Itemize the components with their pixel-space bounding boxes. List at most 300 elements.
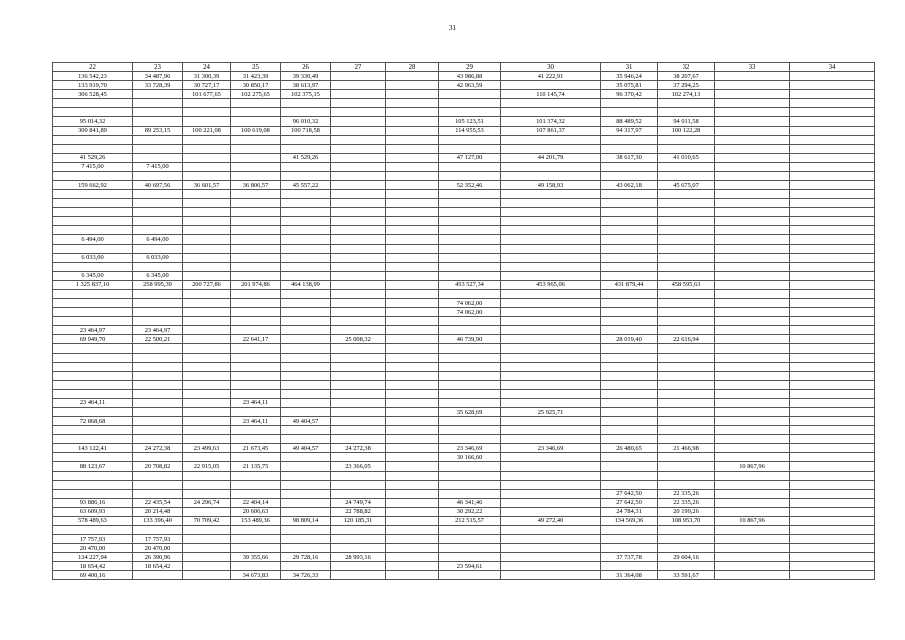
table-cell: [439, 435, 501, 444]
table-cell: [231, 171, 281, 180]
table-cell: 20 708,82: [133, 462, 183, 471]
table-cell: [331, 162, 386, 171]
table-cell: [501, 162, 601, 171]
table-cell: [658, 426, 715, 435]
table-row: [53, 426, 875, 435]
column-header: 34: [790, 63, 875, 72]
table-cell: [715, 308, 790, 317]
table-cell: [133, 426, 183, 435]
table-cell: [386, 562, 439, 571]
table-cell: 27 642,50: [601, 489, 658, 498]
table-cell: 41 529,26: [53, 153, 133, 162]
table-cell: [53, 407, 133, 416]
table-cell: [715, 99, 790, 108]
table-cell: [281, 407, 331, 416]
table-cell: [715, 562, 790, 571]
table-cell: [281, 380, 331, 389]
table-cell: [386, 226, 439, 235]
table-cell: [331, 544, 386, 553]
table-cell: [281, 171, 331, 180]
table-cell: [386, 516, 439, 525]
table-cell: [715, 208, 790, 217]
table-cell: [715, 426, 790, 435]
table-row: [53, 353, 875, 362]
table-cell: [231, 153, 281, 162]
table-cell: [658, 407, 715, 416]
table-cell: [281, 271, 331, 280]
table-cell: [331, 389, 386, 398]
table-cell: 29 604,16: [658, 553, 715, 562]
table-cell: [790, 435, 875, 444]
table-cell: [331, 135, 386, 144]
table-cell: [231, 362, 281, 371]
table-cell: 431 879,44: [601, 280, 658, 289]
table-cell: [439, 199, 501, 208]
table-cell: 29 728,16: [281, 553, 331, 562]
table-cell: [601, 190, 658, 199]
table-cell: [601, 308, 658, 317]
table-cell: 38 613,97: [281, 81, 331, 90]
table-cell: [501, 253, 601, 262]
table-cell: [790, 471, 875, 480]
table-row: [53, 90, 875, 99]
table-cell: [281, 362, 331, 371]
table-cell: [133, 571, 183, 580]
table-cell: [790, 144, 875, 153]
table-cell: [439, 190, 501, 199]
table-cell: [601, 407, 658, 416]
table-cell: [133, 525, 183, 534]
table-cell: [133, 99, 183, 108]
table-cell: [601, 199, 658, 208]
table-cell: [183, 353, 231, 362]
table-cell: [658, 535, 715, 544]
table-cell: [790, 90, 875, 99]
column-header: 31: [601, 63, 658, 72]
table-cell: [281, 335, 331, 344]
table-cell: [281, 299, 331, 308]
table-cell: [658, 289, 715, 298]
table-cell: [658, 108, 715, 117]
table-cell: 28 019,40: [601, 335, 658, 344]
table-cell: [231, 217, 281, 226]
table-cell: [790, 81, 875, 90]
table-cell: [331, 435, 386, 444]
table-cell: [331, 571, 386, 580]
table-cell: [386, 199, 439, 208]
table-cell: [331, 380, 386, 389]
column-header: 22: [53, 63, 133, 72]
table-cell: [501, 398, 601, 407]
table-cell: 37 737,78: [601, 553, 658, 562]
table-cell: 96 010,32: [281, 117, 331, 126]
table-cell: [133, 353, 183, 362]
table-cell: 41 010,65: [658, 153, 715, 162]
table-cell: [331, 144, 386, 153]
table-cell: [715, 244, 790, 253]
table-cell: [231, 544, 281, 553]
table-cell: [439, 426, 501, 435]
table-cell: [658, 480, 715, 489]
table-row: [53, 444, 875, 453]
table-cell: [715, 435, 790, 444]
table-row: [53, 117, 875, 126]
column-header: 32: [658, 63, 715, 72]
table-cell: 35 075,81: [601, 81, 658, 90]
table-cell: [658, 308, 715, 317]
table-cell: [601, 535, 658, 544]
table-cell: [183, 571, 231, 580]
column-header: 24: [183, 63, 231, 72]
table-cell: 35 946,24: [601, 72, 658, 81]
table-cell: [183, 253, 231, 262]
table-cell: [331, 525, 386, 534]
table-cell: [53, 353, 133, 362]
table-cell: [501, 535, 601, 544]
table-cell: 20 199,26: [658, 507, 715, 516]
table-cell: [439, 253, 501, 262]
table-cell: [183, 326, 231, 335]
table-cell: 26 390,96: [133, 553, 183, 562]
table-cell: [501, 235, 601, 244]
table-cell: 101 374,32: [501, 117, 601, 126]
table-cell: [281, 217, 331, 226]
table-cell: [715, 253, 790, 262]
table-cell: [658, 389, 715, 398]
table-cell: [183, 99, 231, 108]
table-row: [53, 280, 875, 289]
table-cell: 40 697,56: [133, 181, 183, 190]
table-cell: [331, 72, 386, 81]
table-cell: [439, 271, 501, 280]
table-cell: 20 470,00: [53, 544, 133, 553]
table-row: [53, 489, 875, 498]
table-cell: 46 739,90: [439, 335, 501, 344]
table-cell: [439, 244, 501, 253]
table-cell: 39 355,66: [231, 553, 281, 562]
table-cell: [386, 99, 439, 108]
table-cell: [231, 162, 281, 171]
table-cell: [281, 426, 331, 435]
table-cell: [386, 507, 439, 516]
table-cell: 45 675,07: [658, 181, 715, 190]
table-cell: 37 294,25: [658, 81, 715, 90]
table-cell: [501, 362, 601, 371]
table-cell: [658, 525, 715, 534]
table-cell: [501, 389, 601, 398]
table-cell: [715, 135, 790, 144]
table-cell: [501, 217, 601, 226]
table-cell: [386, 317, 439, 326]
table-cell: [231, 480, 281, 489]
table-cell: 72 868,68: [53, 417, 133, 426]
table-cell: [386, 426, 439, 435]
table-cell: 24 272,38: [331, 444, 386, 453]
table-cell: [281, 226, 331, 235]
table-cell: [231, 371, 281, 380]
table-cell: [331, 407, 386, 416]
table-cell: [790, 280, 875, 289]
table-cell: [231, 262, 281, 271]
table-cell: [133, 308, 183, 317]
table-cell: 453 965,06: [501, 280, 601, 289]
table-row: [53, 199, 875, 208]
table-cell: [658, 244, 715, 253]
table-cell: [601, 317, 658, 326]
table-row: [53, 253, 875, 262]
table-cell: 136 542,23: [53, 72, 133, 81]
table-cell: 49 272,40: [501, 516, 601, 525]
table-cell: [715, 389, 790, 398]
table-cell: 24 784,31: [601, 507, 658, 516]
table-cell: [601, 389, 658, 398]
table-cell: 17 757,93: [53, 535, 133, 544]
table-cell: [53, 380, 133, 389]
table-cell: 20 606,63: [231, 507, 281, 516]
table-cell: [386, 153, 439, 162]
table-cell: 23 464,97: [53, 326, 133, 335]
table-cell: [231, 289, 281, 298]
table-cell: 24 272,38: [133, 444, 183, 453]
table-cell: 22 788,82: [331, 507, 386, 516]
table-cell: [133, 435, 183, 444]
table-cell: 21 673,45: [231, 444, 281, 453]
table-cell: [53, 308, 133, 317]
table-cell: [658, 226, 715, 235]
table-cell: 94 317,97: [601, 126, 658, 135]
table-cell: 101 677,65: [183, 90, 231, 99]
table-cell: [439, 226, 501, 235]
table-cell: [386, 525, 439, 534]
table-cell: [658, 380, 715, 389]
table-cell: [281, 544, 331, 553]
table-cell: 578 489,63: [53, 516, 133, 525]
table-row: [53, 108, 875, 117]
table-cell: [790, 190, 875, 199]
table-cell: [439, 326, 501, 335]
table-cell: [281, 435, 331, 444]
table-cell: [439, 571, 501, 580]
table-cell: 22 404,14: [231, 498, 281, 507]
table-cell: [790, 108, 875, 117]
table-cell: 22 435,54: [133, 498, 183, 507]
table-cell: [331, 480, 386, 489]
table-cell: [601, 344, 658, 353]
table-cell: [501, 380, 601, 389]
table-cell: [715, 108, 790, 117]
table-cell: [386, 81, 439, 90]
table-cell: [501, 135, 601, 144]
table-cell: 26 480,65: [601, 444, 658, 453]
table-cell: [133, 453, 183, 462]
table-cell: [715, 326, 790, 335]
table-cell: [53, 489, 133, 498]
table-row: [53, 344, 875, 353]
table-row: [53, 535, 875, 544]
table-cell: [715, 90, 790, 99]
table-cell: [439, 471, 501, 480]
table-cell: [231, 344, 281, 353]
table-row: [53, 144, 875, 153]
table-cell: [53, 426, 133, 435]
table-cell: [790, 453, 875, 462]
table-cell: [183, 244, 231, 253]
table-cell: [331, 217, 386, 226]
table-cell: 1 325 837,10: [53, 280, 133, 289]
table-row: [53, 562, 875, 571]
table-cell: [183, 507, 231, 516]
column-header: 33: [715, 63, 790, 72]
table-cell: 464 138,99: [281, 280, 331, 289]
column-header: 29: [439, 63, 501, 72]
table-cell: [601, 208, 658, 217]
table-cell: [501, 544, 601, 553]
table-cell: [601, 562, 658, 571]
table-cell: [601, 217, 658, 226]
table-cell: [715, 362, 790, 371]
table-cell: [790, 407, 875, 416]
table-cell: [183, 162, 231, 171]
table-cell: [281, 353, 331, 362]
table-cell: [658, 99, 715, 108]
table-cell: [331, 171, 386, 180]
table-cell: [183, 489, 231, 498]
table-cell: [790, 253, 875, 262]
table-cell: [133, 153, 183, 162]
table-cell: 134 227,94: [53, 553, 133, 562]
table-cell: [790, 398, 875, 407]
table-cell: [386, 308, 439, 317]
table-cell: [281, 190, 331, 199]
table-cell: 30 727,17: [183, 81, 231, 90]
table-cell: [715, 398, 790, 407]
table-row: [53, 217, 875, 226]
table-cell: 45 557,22: [281, 181, 331, 190]
table-row: [53, 498, 875, 507]
table-cell: [790, 489, 875, 498]
table-cell: [439, 371, 501, 380]
table-cell: [183, 435, 231, 444]
table-cell: 453 527,34: [439, 280, 501, 289]
table-cell: [386, 171, 439, 180]
table-row: [53, 162, 875, 171]
table-row: [53, 407, 875, 416]
table-row: [53, 398, 875, 407]
table-cell: [281, 262, 331, 271]
table-cell: [133, 171, 183, 180]
table-cell: [386, 135, 439, 144]
table-cell: [386, 108, 439, 117]
table-cell: [439, 144, 501, 153]
table-cell: [715, 525, 790, 534]
table-cell: [501, 553, 601, 562]
table-cell: [715, 380, 790, 389]
table-cell: 108 953,70: [658, 516, 715, 525]
table-cell: [183, 389, 231, 398]
table-cell: 133 396,40: [133, 516, 183, 525]
table-cell: [501, 326, 601, 335]
table-cell: [386, 217, 439, 226]
table-row: [53, 317, 875, 326]
table-cell: [183, 217, 231, 226]
table-cell: [439, 525, 501, 534]
table-cell: [439, 544, 501, 553]
table-row: [53, 244, 875, 253]
table-cell: [501, 308, 601, 317]
table-cell: [601, 426, 658, 435]
table-cell: [386, 544, 439, 553]
table-cell: 458 595,63: [658, 280, 715, 289]
table-cell: [133, 217, 183, 226]
table-cell: 20 470,00: [133, 544, 183, 553]
table-row: [53, 326, 875, 335]
table-cell: [790, 244, 875, 253]
table-cell: [183, 535, 231, 544]
table-cell: [281, 462, 331, 471]
table-cell: [331, 199, 386, 208]
table-cell: [790, 199, 875, 208]
table-cell: [331, 344, 386, 353]
table-cell: [386, 299, 439, 308]
table-cell: [133, 299, 183, 308]
table-cell: [501, 480, 601, 489]
table-cell: [183, 135, 231, 144]
table-cell: [281, 135, 331, 144]
table-cell: [331, 317, 386, 326]
table-cell: [133, 362, 183, 371]
table-cell: 31 364,08: [601, 571, 658, 580]
table-cell: [231, 99, 281, 108]
table-cell: [183, 117, 231, 126]
column-header: 27: [331, 63, 386, 72]
table-cell: [53, 344, 133, 353]
table-cell: [183, 153, 231, 162]
table-cell: [715, 553, 790, 562]
table-cell: [601, 380, 658, 389]
table-cell: [331, 453, 386, 462]
table-cell: [231, 326, 281, 335]
table-cell: [790, 208, 875, 217]
table-cell: [331, 280, 386, 289]
table-cell: [183, 262, 231, 271]
table-cell: [715, 153, 790, 162]
table-cell: [386, 344, 439, 353]
table-cell: [601, 544, 658, 553]
table-cell: [658, 562, 715, 571]
table-cell: [331, 244, 386, 253]
table-cell: 22 335,26: [658, 498, 715, 507]
table-cell: [231, 489, 281, 498]
table-cell: [790, 426, 875, 435]
table-row: [53, 81, 875, 90]
table-cell: 25 925,71: [501, 407, 601, 416]
table-cell: [501, 271, 601, 280]
table-cell: [790, 516, 875, 525]
table-cell: 41 222,91: [501, 72, 601, 81]
table-cell: [715, 507, 790, 516]
table-cell: 44 201,79: [501, 153, 601, 162]
table-cell: [133, 471, 183, 480]
table-cell: [231, 244, 281, 253]
table-cell: [501, 244, 601, 253]
table-cell: [281, 289, 331, 298]
table-cell: [658, 217, 715, 226]
table-cell: [133, 226, 183, 235]
table-cell: [601, 162, 658, 171]
table-cell: [183, 108, 231, 117]
table-cell: [715, 72, 790, 81]
table-cell: [386, 190, 439, 199]
